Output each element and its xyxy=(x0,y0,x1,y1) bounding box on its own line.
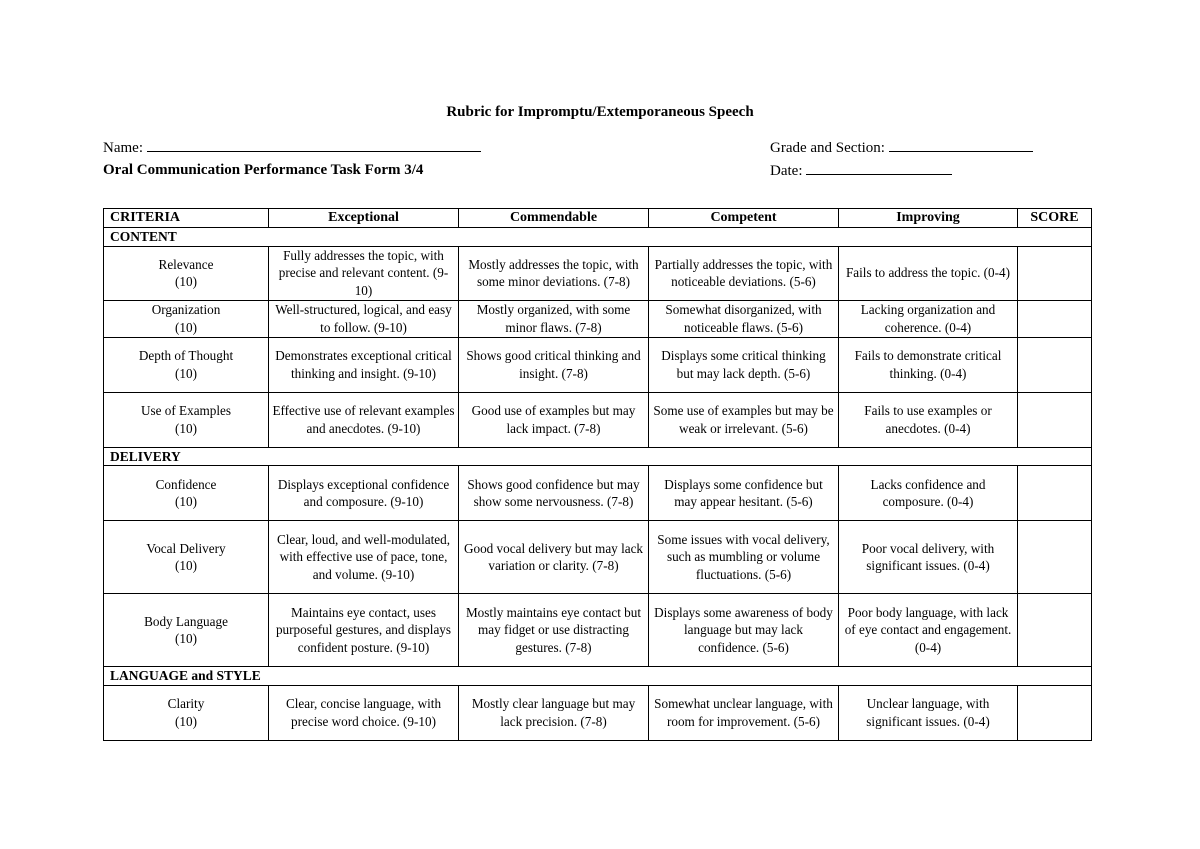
criterion-points: (10) xyxy=(175,558,197,573)
section-row xyxy=(104,667,1092,686)
competent-cell: Somewhat disorganized, with noticeable flaws. (5-6) xyxy=(649,300,839,337)
table-row xyxy=(104,594,1092,667)
grade-line xyxy=(770,139,1033,157)
commendable-cell: Good vocal delivery but may lack variation or clarity. (7-8) xyxy=(459,521,649,594)
improving-cell: Unclear language, with significant issues. (0-4) xyxy=(839,685,1018,740)
exceptional-cell: Well-structured, logical, and easy to follow. (9-10) xyxy=(269,300,459,337)
col-exceptional: Exceptional xyxy=(269,209,459,228)
exceptional-cell: Displays exceptional confidence and composure. (9-10) xyxy=(269,466,459,521)
col-commendable: Commendable xyxy=(459,209,649,228)
improving-cell: Poor vocal delivery, with significant issues. (0-4) xyxy=(839,521,1018,594)
score-cell[interactable] xyxy=(1018,594,1092,667)
criterion-name: Confidence xyxy=(155,476,217,492)
exceptional-cell: Fully addresses the topic, with precise and relevant content. (9-10) xyxy=(269,246,459,300)
header-row xyxy=(104,209,1092,228)
score-cell[interactable] xyxy=(1018,521,1092,594)
date-label: Date: xyxy=(770,163,803,179)
col-criteria: CRITERIA xyxy=(104,209,269,228)
criterion-name: Relevance xyxy=(158,256,214,272)
commendable-cell: Shows good confidence but may show some nervousness. (7-8) xyxy=(459,466,649,521)
competent-cell: Some use of examples but may be weak or irrelevant. (5-6) xyxy=(649,392,839,447)
rubric-table xyxy=(103,208,1092,741)
criterion-points: (10) xyxy=(175,494,197,509)
table-row xyxy=(104,392,1092,447)
name-field[interactable] xyxy=(147,139,481,152)
improving-cell: Poor body language, with lack of eye contact and engagement. (0-4) xyxy=(839,594,1018,667)
section-language-style: LANGUAGE and STYLE xyxy=(104,667,1092,686)
criterion-name: Use of Examples xyxy=(140,403,232,418)
criterion-cell xyxy=(104,466,269,521)
table-row xyxy=(104,466,1092,521)
table-row xyxy=(104,300,1092,337)
criterion-cell xyxy=(104,594,269,667)
commendable-cell: Mostly maintains eye contact but may fidget or use distracting gestures. (7-8) xyxy=(459,594,649,667)
competent-cell: Somewhat unclear language, with room for improvement. (5-6) xyxy=(649,685,839,740)
improving-cell: Fails to use examples or anecdotes. (0-4) xyxy=(839,392,1018,447)
name-line xyxy=(103,139,481,157)
form-label: Oral Communication Performance Task Form 3/4 xyxy=(103,162,424,178)
improving-cell: Lacking organization and coherence. (0-4) xyxy=(839,300,1018,337)
competent-cell: Partially addresses the topic, with noticeable deviations. (5-6) xyxy=(649,246,839,300)
section-row xyxy=(104,228,1092,247)
criterion-cell xyxy=(104,392,269,447)
table-row xyxy=(104,246,1092,300)
criterion-cell xyxy=(104,246,269,300)
criterion-name: Body Language xyxy=(144,613,228,629)
grade-label: Grade and Section: xyxy=(770,140,885,156)
exceptional-cell: Demonstrates exceptional critical thinking and insight. (9-10) xyxy=(269,337,459,392)
competent-cell: Displays some awareness of body language but may lack confidence. (5-6) xyxy=(649,594,839,667)
criterion-name: Organization xyxy=(151,302,221,317)
section-delivery: DELIVERY xyxy=(104,447,1092,466)
criterion-name: Depth of Thought xyxy=(138,348,234,363)
improving-cell: Fails to demonstrate critical thinking. (0-4) xyxy=(839,337,1018,392)
date-line xyxy=(770,162,952,180)
grade-field[interactable] xyxy=(889,139,1033,152)
criterion-name: Clarity xyxy=(167,696,205,711)
table-row xyxy=(104,685,1092,740)
score-cell[interactable] xyxy=(1018,392,1092,447)
criterion-points: (10) xyxy=(175,365,197,381)
name-label: Name: xyxy=(103,140,143,156)
criterion-points: (10) xyxy=(175,274,197,289)
score-cell[interactable] xyxy=(1018,337,1092,392)
col-competent: Competent xyxy=(649,209,839,228)
criterion-cell xyxy=(104,337,269,392)
table-row xyxy=(104,521,1092,594)
improving-cell: Lacks confidence and composure. (0-4) xyxy=(839,466,1018,521)
improving-cell: Fails to address the topic. (0-4) xyxy=(839,246,1018,300)
criterion-points: (10) xyxy=(175,631,197,646)
score-cell[interactable] xyxy=(1018,246,1092,300)
criterion-points: (10) xyxy=(175,420,197,436)
section-row xyxy=(104,447,1092,466)
page-title: Rubric for Impromptu/Extemporaneous Speech xyxy=(446,104,754,120)
competent-cell: Some issues with vocal delivery, such as mumbling or volume fluctuations. (5-6) xyxy=(649,521,839,594)
criterion-cell xyxy=(104,300,269,337)
section-content: CONTENT xyxy=(104,228,1092,247)
commendable-cell: Mostly organized, with some minor flaws. (7-8) xyxy=(459,300,649,337)
table-row xyxy=(104,337,1092,392)
score-cell[interactable] xyxy=(1018,300,1092,337)
criterion-points: (10) xyxy=(175,319,197,335)
competent-cell: Displays some confidence but may appear hesitant. (5-6) xyxy=(649,466,839,521)
commendable-cell: Mostly clear language but may lack precision. (7-8) xyxy=(459,685,649,740)
criterion-name: Vocal Delivery xyxy=(146,540,226,556)
exceptional-cell: Maintains eye contact, uses purposeful gestures, and displays confident posture. (9-10) xyxy=(269,594,459,667)
commendable-cell: Shows good critical thinking and insight. (7-8) xyxy=(459,337,649,392)
score-cell[interactable] xyxy=(1018,466,1092,521)
commendable-cell: Mostly addresses the topic, with some minor deviations. (7-8) xyxy=(459,246,649,300)
commendable-cell: Good use of examples but may lack impact. (7-8) xyxy=(459,392,649,447)
criterion-cell xyxy=(104,521,269,594)
exceptional-cell: Clear, loud, and well-modulated, with effective use of pace, tone, and volume. (9-10) xyxy=(269,521,459,594)
exceptional-cell: Clear, concise language, with precise word choice. (9-10) xyxy=(269,685,459,740)
exceptional-cell: Effective use of relevant examples and anecdotes. (9-10) xyxy=(269,392,459,447)
col-score: SCORE xyxy=(1018,209,1092,228)
criterion-points: (10) xyxy=(175,713,197,729)
criterion-cell xyxy=(104,685,269,740)
competent-cell: Displays some critical thinking but may lack depth. (5-6) xyxy=(649,337,839,392)
col-improving: Improving xyxy=(839,209,1018,228)
score-cell[interactable] xyxy=(1018,685,1092,740)
date-field[interactable] xyxy=(806,162,952,175)
